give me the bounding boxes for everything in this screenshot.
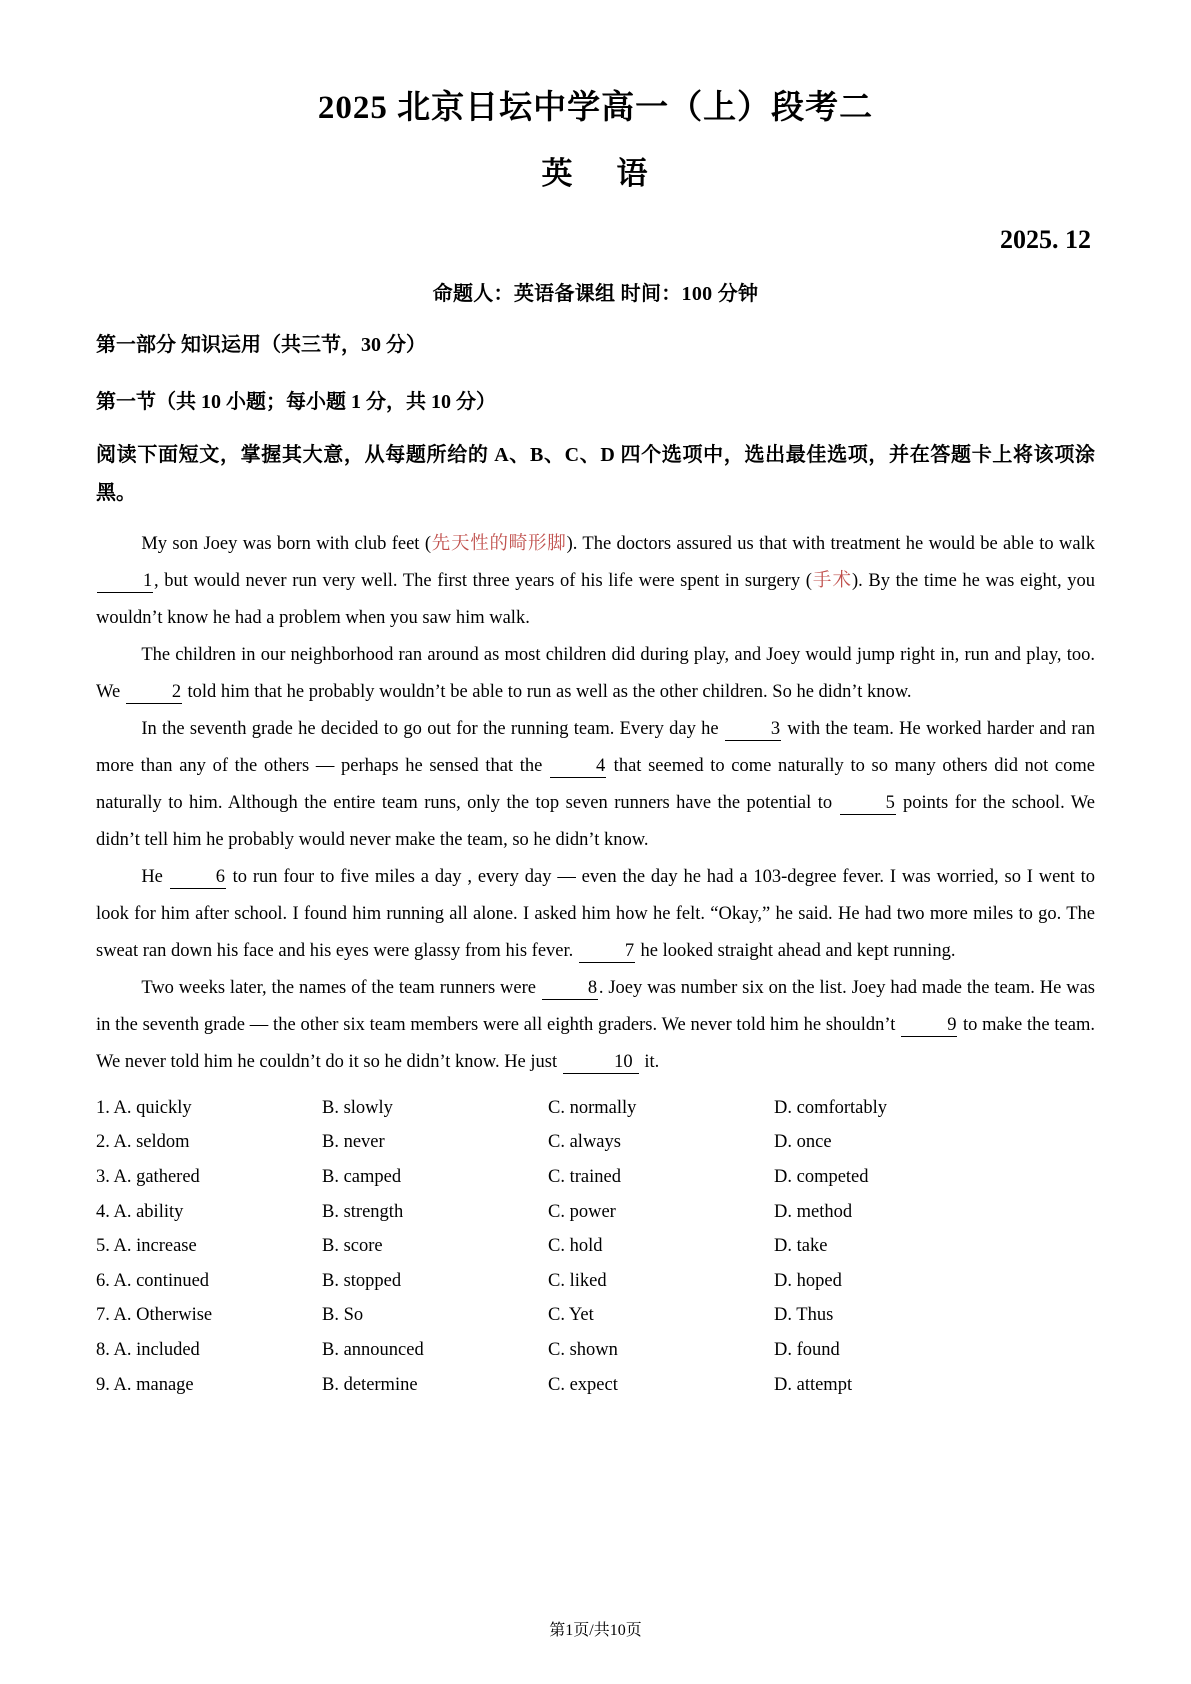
option-c[interactable] — [548, 1264, 774, 1299]
option-c[interactable] — [548, 1160, 774, 1195]
option-a[interactable] — [96, 1333, 322, 1368]
question-row — [96, 1368, 1095, 1403]
p1-text-b: ). The doctors assured us that with treatment he would be able to walk — [566, 533, 1095, 554]
cloze-blank-5[interactable]: 5 — [840, 793, 896, 815]
option-c[interactable] — [548, 1368, 774, 1403]
option-d[interactable] — [774, 1125, 1000, 1160]
option-a-label: A. gathered — [113, 1167, 200, 1188]
cloze-blank-4[interactable]: 4 — [550, 756, 606, 778]
p3-text-d: points for the school. We didn’t tell him he probably would never make the team, so he didn’t know. — [96, 792, 1096, 850]
option-d[interactable] — [774, 1091, 1000, 1126]
subject-title — [96, 152, 1095, 195]
question-row — [96, 1264, 1095, 1299]
subject-char-right: 语 — [616, 155, 650, 191]
option-d-label: D. hoped — [774, 1270, 842, 1291]
question-number: 6. — [96, 1270, 110, 1291]
cloze-blank-6[interactable]: 6 — [170, 867, 226, 889]
part-one-heading: 第一部分 知识运用（共三节，30 分） — [96, 333, 426, 356]
cloze-blank-8[interactable]: 8 — [542, 978, 598, 1000]
question-row — [96, 1125, 1095, 1160]
passage-paragraph-1 — [96, 526, 1095, 637]
option-a-label: A. manage — [113, 1374, 194, 1395]
exam-meta: 命题人：英语备课组 时间：100 分钟 — [432, 282, 759, 305]
option-d[interactable] — [774, 1298, 1000, 1333]
option-d-label: D. competed — [774, 1167, 869, 1188]
p4-text-b: to run four to five miles a day , every day — even the day he had a 103-degree fever. I was worried, so I went to look for him after school. I found him running all alone. I asked him how he felt. “Okay,” he said. He had two more miles to go. The sweat ran down his face and his eyes were glassy from his fever. — [96, 866, 1095, 961]
option-a-label: A. seldom — [113, 1132, 190, 1153]
option-a-label: A. included — [113, 1340, 200, 1361]
option-d-label: D. comfortably — [774, 1097, 888, 1118]
option-b-label: B. score — [322, 1236, 383, 1257]
option-a-label: A. Otherwise — [113, 1305, 213, 1326]
cloze-blank-10[interactable]: 10 — [563, 1052, 639, 1074]
p4-text-c: he looked straight ahead and kept running. — [635, 940, 956, 961]
option-c[interactable] — [548, 1333, 774, 1368]
option-a[interactable] — [96, 1368, 322, 1403]
passage-paragraph-5 — [96, 970, 1095, 1081]
option-a-label: A. continued — [113, 1270, 210, 1291]
option-c[interactable] — [548, 1195, 774, 1230]
passage-paragraph-4 — [96, 859, 1095, 970]
option-b[interactable] — [322, 1195, 548, 1230]
option-a-label: A. quickly — [113, 1097, 192, 1118]
p1-gloss-club-feet: 先天性的畸形脚 — [431, 533, 567, 554]
cloze-blank-2[interactable]: 2 — [126, 682, 182, 704]
option-a[interactable] — [96, 1229, 322, 1264]
page-title: 2025 北京日坛中学高一（上）段考二 — [317, 90, 874, 126]
option-b[interactable] — [322, 1125, 548, 1160]
option-d-label: D. Thus — [774, 1305, 834, 1326]
option-b[interactable] — [322, 1333, 548, 1368]
cloze-blank-3[interactable]: 3 — [725, 719, 781, 741]
option-a[interactable] — [96, 1160, 322, 1195]
question-row — [96, 1195, 1095, 1230]
question-number: 2. — [96, 1132, 110, 1153]
p2-text-b: told him that he probably wouldn’t be able to run as well as the other children. So he didn’t know. — [182, 681, 912, 702]
option-d[interactable] — [774, 1264, 1000, 1299]
option-c-label: C. shown — [548, 1340, 618, 1361]
option-a[interactable] — [96, 1091, 322, 1126]
option-c-label: C. normally — [548, 1097, 637, 1118]
option-d-label: D. found — [774, 1340, 840, 1361]
question-number: 4. — [96, 1201, 110, 1222]
exam-date: 2025. 12 — [1000, 224, 1091, 254]
option-c[interactable] — [548, 1229, 774, 1264]
passage-paragraph-3 — [96, 711, 1095, 859]
option-b-label: B. stopped — [322, 1270, 402, 1291]
option-c-label: C. expect — [548, 1374, 618, 1395]
question-number: 3. — [96, 1167, 110, 1188]
option-d-label: D. take — [774, 1236, 828, 1257]
option-d-label: D. attempt — [774, 1374, 853, 1395]
option-c[interactable] — [548, 1298, 774, 1333]
p2-text-a: The children in our neighborhood ran around as most children did during play, and Joey would jump right in, run and play, too. We — [96, 644, 1095, 702]
option-c[interactable] — [548, 1091, 774, 1126]
question-row — [96, 1091, 1095, 1126]
cloze-blank-7[interactable]: 7 — [579, 941, 635, 963]
question-number: 8. — [96, 1340, 110, 1361]
p5-text-a: Two weeks later, the names of the team runners were — [141, 977, 541, 998]
option-d-label: D. method — [774, 1201, 853, 1222]
p1-text-c: , but would never run very well. The first three years of his life were spent in surgery ( — [154, 570, 812, 591]
option-b[interactable] — [322, 1091, 548, 1126]
option-b[interactable] — [322, 1229, 548, 1264]
option-b[interactable] — [322, 1368, 548, 1403]
question-number: 9. — [96, 1374, 110, 1395]
option-b-label: B. announced — [322, 1340, 424, 1361]
option-b-label: B. never — [322, 1132, 385, 1153]
p3-text-b: with the team. He worked harder and ran more than any of the others — perhaps he sensed that the — [96, 718, 1095, 776]
option-a-label: A. ability — [113, 1201, 184, 1222]
option-b[interactable] — [322, 1160, 548, 1195]
option-a[interactable] — [96, 1125, 322, 1160]
option-b-label: B. camped — [322, 1167, 402, 1188]
p5-text-c: to make the team. We never told him he couldn’t do it so he didn’t know. He just — [96, 1014, 1095, 1072]
option-b-label: B. slowly — [322, 1097, 393, 1118]
option-c-label: C. always — [548, 1132, 621, 1153]
option-d[interactable] — [774, 1333, 1000, 1368]
option-b[interactable] — [322, 1264, 548, 1299]
p1-text-d: ). By the time he was eight, you wouldn’t know he had a problem when you saw him walk. — [96, 570, 1095, 628]
option-a[interactable] — [96, 1264, 322, 1299]
option-b[interactable] — [322, 1298, 548, 1333]
question-row — [96, 1333, 1095, 1368]
option-c-label: C. liked — [548, 1270, 607, 1291]
option-b-label: B. strength — [322, 1201, 404, 1222]
p1-text-a: My son Joey was born with club feet ( — [141, 533, 431, 554]
option-a[interactable] — [96, 1195, 322, 1230]
option-c-label: C. power — [548, 1201, 616, 1222]
option-d[interactable] — [774, 1195, 1000, 1230]
question-row — [96, 1160, 1095, 1195]
option-d-label: D. once — [774, 1132, 832, 1153]
option-d[interactable] — [774, 1229, 1000, 1264]
page-footer: 第1页/共10页 — [549, 1622, 642, 1639]
p1-gloss-surgery: 手术 — [811, 570, 852, 591]
option-a[interactable] — [96, 1298, 322, 1333]
cloze-blank-9[interactable]: 9 — [901, 1015, 957, 1037]
option-b-label: B. determine — [322, 1374, 418, 1395]
cloze-passage — [96, 526, 1095, 1081]
section-instruction: 阅读下面短文，掌握其大意，从每题所给的 A、B、C、D 四个选项中，选出最佳选项，并在答题卡上将该项涂黑。 — [96, 443, 1095, 504]
cloze-blank-1[interactable]: 1 — [97, 571, 153, 593]
option-c-label: C. Yet — [548, 1305, 594, 1326]
option-c[interactable] — [548, 1125, 774, 1160]
p3-text-a: In the seventh grade he decided to go out for the running team. Every day he — [141, 718, 724, 739]
p3-text-c: that seemed to come naturally to so many others did not come naturally to him. Although the entire team runs, only the top seven runners have the potential to — [96, 755, 1095, 813]
question-row — [96, 1298, 1095, 1333]
p5-text-b: . Joey was number six on the list. Joey had made the team. He was in the seventh grade — the other six team members were all eighth graders. We never told him he shouldn’t — [96, 977, 1095, 1035]
p4-text-a: He — [141, 866, 169, 887]
option-c-label: C. trained — [548, 1167, 621, 1188]
question-number: 5. — [96, 1236, 110, 1257]
question-options-list — [96, 1091, 1095, 1402]
question-number: 1. — [96, 1097, 110, 1118]
subject-char-left: 英 — [541, 155, 575, 191]
option-d[interactable] — [774, 1160, 1000, 1195]
section-one-heading: 第一节（共 10 小题；每小题 1 分，共 10 分） — [96, 390, 496, 413]
question-row — [96, 1229, 1095, 1264]
passage-paragraph-2 — [96, 637, 1095, 711]
option-a-label: A. increase — [113, 1236, 197, 1257]
option-b-label: B. So — [322, 1305, 364, 1326]
p5-text-d: it. — [639, 1051, 660, 1072]
option-d[interactable] — [774, 1368, 1000, 1403]
option-c-label: C. hold — [548, 1236, 603, 1257]
question-number: 7. — [96, 1305, 110, 1326]
